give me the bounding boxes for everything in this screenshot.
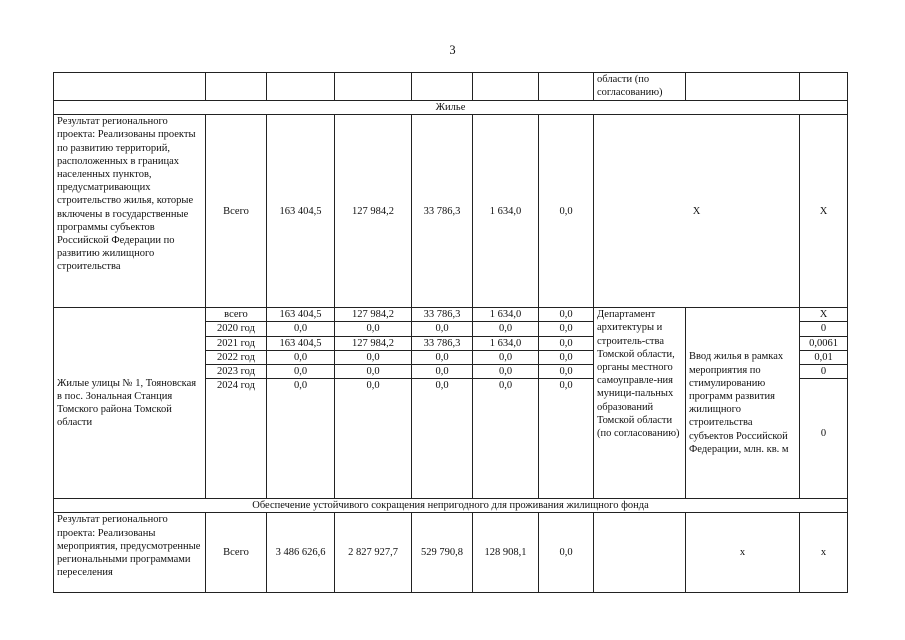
- value-cell: 0,0: [267, 365, 334, 379]
- table-row: [54, 115, 848, 308]
- period-cell: 2020 год: [206, 322, 266, 336]
- value-cell: 2 827 927,7: [335, 513, 412, 593]
- indicator-value-cell: X: [819, 309, 828, 321]
- value-cell: 0,0: [473, 365, 538, 379]
- value-cell: 0,0: [473, 379, 538, 393]
- indicator-value-cell: X: [800, 115, 848, 308]
- result-name: Результат регионального проекта: Реализованы мероприятия, предусмотренные региональными программами переселения: [54, 513, 206, 593]
- indicator-value-cell: 0: [800, 322, 847, 336]
- section-row: [54, 101, 848, 115]
- value-cell: 3 486 626,6: [267, 513, 335, 593]
- table-row: [54, 513, 848, 593]
- value-cell: 163 404,5: [279, 309, 322, 321]
- value-cell: 163 404,5: [267, 336, 334, 350]
- table-row: [54, 308, 848, 499]
- program-table: [53, 72, 848, 593]
- indicator-cell: x: [686, 513, 800, 593]
- value-cell: 0,0: [539, 365, 593, 379]
- period-cell: всего: [224, 309, 248, 321]
- responsible-cell: Департамент архитектуры и строитель-ства Томской области, органы местного самоуправле-ния муници-пальных образований Томской области (по согласованию): [594, 308, 686, 499]
- value-cell: 0,0: [412, 350, 472, 364]
- indicator-value-cell: x: [800, 513, 848, 593]
- value-cell: 0,0: [267, 379, 334, 393]
- value-cell: 127 984,2: [335, 115, 412, 308]
- indicator-cell: X: [594, 115, 800, 308]
- indicator-value-cell: 0,01: [800, 350, 847, 364]
- value-cell: 1 634,0: [473, 336, 538, 350]
- page-number: 3: [449, 43, 456, 57]
- value-cell: 128 908,1: [473, 513, 539, 593]
- value-cell: 1 634,0: [473, 115, 539, 308]
- value-cell: 0,0: [267, 322, 334, 336]
- value-cell: 0,0: [539, 350, 593, 364]
- value-cell: 127 984,2: [352, 309, 394, 321]
- value-cell: 0,0: [412, 379, 472, 393]
- value-cell: 0,0: [539, 379, 593, 393]
- period-cell: 2023 год: [206, 365, 266, 379]
- period-cell: 2024 год: [206, 379, 266, 393]
- period-cell: Всего: [206, 115, 267, 308]
- value-cell: 0,0: [335, 365, 411, 379]
- value-cell: 0,0: [412, 322, 472, 336]
- value-cell: 0,0: [335, 350, 411, 364]
- value-cell: 0,0: [473, 350, 538, 364]
- value-cell: 33 786,3: [412, 115, 473, 308]
- value-cell: 529 790,8: [412, 513, 473, 593]
- indicator-cell: Ввод жилья в рамках мероприятия по стимулированию программ развития жилищного строительства субъектов Российской Федерации, млн. кв. м: [686, 308, 800, 499]
- value-cell: 0,0: [335, 322, 411, 336]
- value-cell: 0,0: [335, 379, 411, 393]
- value-cell: 1 634,0: [489, 309, 522, 321]
- period-cell: 2021 год: [206, 336, 266, 350]
- value-cell: 0,0: [539, 322, 593, 336]
- value-cell: 33 786,3: [412, 336, 472, 350]
- indicator-value-cell: 0,0061: [800, 336, 847, 350]
- value-cell: 163 404,5: [267, 115, 335, 308]
- section-title-resettlement: Обеспечение устойчивого сокращения непригодного для проживания жилищного фонда: [54, 499, 848, 513]
- indicator-value-cell: 0: [800, 365, 847, 379]
- value-cell: 0,0: [539, 513, 594, 593]
- value-cell: 0,0: [473, 322, 538, 336]
- section-row: [54, 499, 848, 513]
- result-name: Результат регионального проекта: Реализованы проекты по развитию территорий, расположенных в границах населенных пунктов, предусматривающих строительство жилья, которые включены в государственные программы субъектов Российской Федерации по развитию жилищного строительства: [54, 115, 206, 308]
- period-cell: 2022 год: [206, 350, 266, 364]
- value-cell: 0,0: [539, 115, 594, 308]
- period-cell: Всего: [206, 513, 267, 593]
- continuation-row: [54, 73, 848, 101]
- object-name: Жилые улицы № 1, Тояновская в пос. Зональная Станция Томского района Томской области: [54, 308, 206, 499]
- value-cell: 0,0: [267, 350, 334, 364]
- section-title-housing: Жилье: [54, 101, 848, 115]
- value-cell: 0,0: [412, 365, 472, 379]
- indicator-value-cell: 0: [800, 379, 847, 488]
- value-cell: 0,0: [539, 336, 593, 350]
- value-cell: 33 786,3: [423, 309, 461, 321]
- value-cell: 0,0: [559, 309, 573, 321]
- value-cell: 127 984,2: [335, 336, 411, 350]
- responsible-continuation: области (по согласованию): [594, 73, 686, 101]
